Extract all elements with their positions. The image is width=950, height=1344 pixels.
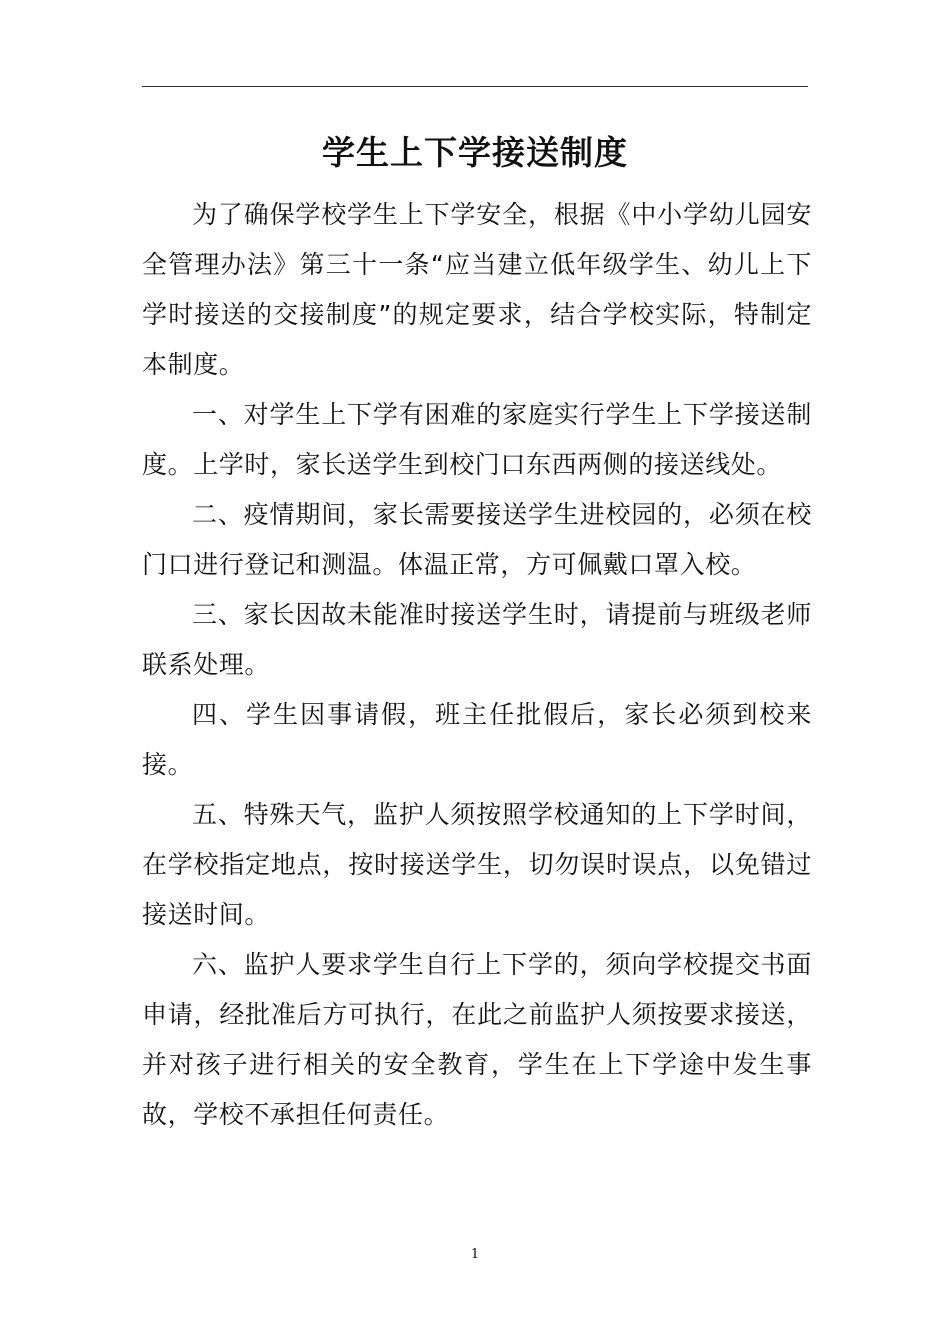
rule-paragraph-3: 三、家长因故未能准时接送学生时，请提前与班级老师联系处理。 — [142, 600, 812, 679]
header-rule — [142, 86, 808, 87]
document-title: 学生上下学接送制度 — [322, 133, 628, 172]
rule-paragraph-5: 五、特殊天气，监护人须按照学校通知的上下学时间，在学校指定地点，按时接送学生，切勿误时误点，以免错过接送时间。 — [142, 800, 812, 929]
intro-paragraph: 为了确保学校学生上下学安全，根据《中小学幼儿园安全管理办法》第三十一条“应当建立低年级学生、幼儿上下学时接送的交接制度”的规定要求，结合学校实际，特制定本制度。 — [142, 200, 812, 379]
rule-paragraph-2: 二、疫情期间，家长需要接送学生进校园的，必须在校门口进行登记和测温。体温正常，方可佩戴口罩入校。 — [142, 500, 812, 579]
page-number: 1 — [470, 1247, 480, 1262]
document-body — [142, 190, 812, 1140]
rule-paragraph-1: 一、对学生上下学有困难的家庭实行学生上下学接送制度。上学时，家长送学生到校门口东西两侧的接送线处。 — [142, 400, 812, 479]
rule-paragraph-4: 四、学生因事请假，班主任批假后，家长必须到校来接。 — [142, 700, 812, 779]
rule-paragraph-6: 六、监护人要求学生自行上下学的，须向学校提交书面申请，经批准后方可执行，在此之前监护人须按要求接送，并对孩子进行相关的安全教育，学生在上下学途中发生事故，学校不承担任何责任。 — [142, 950, 812, 1129]
